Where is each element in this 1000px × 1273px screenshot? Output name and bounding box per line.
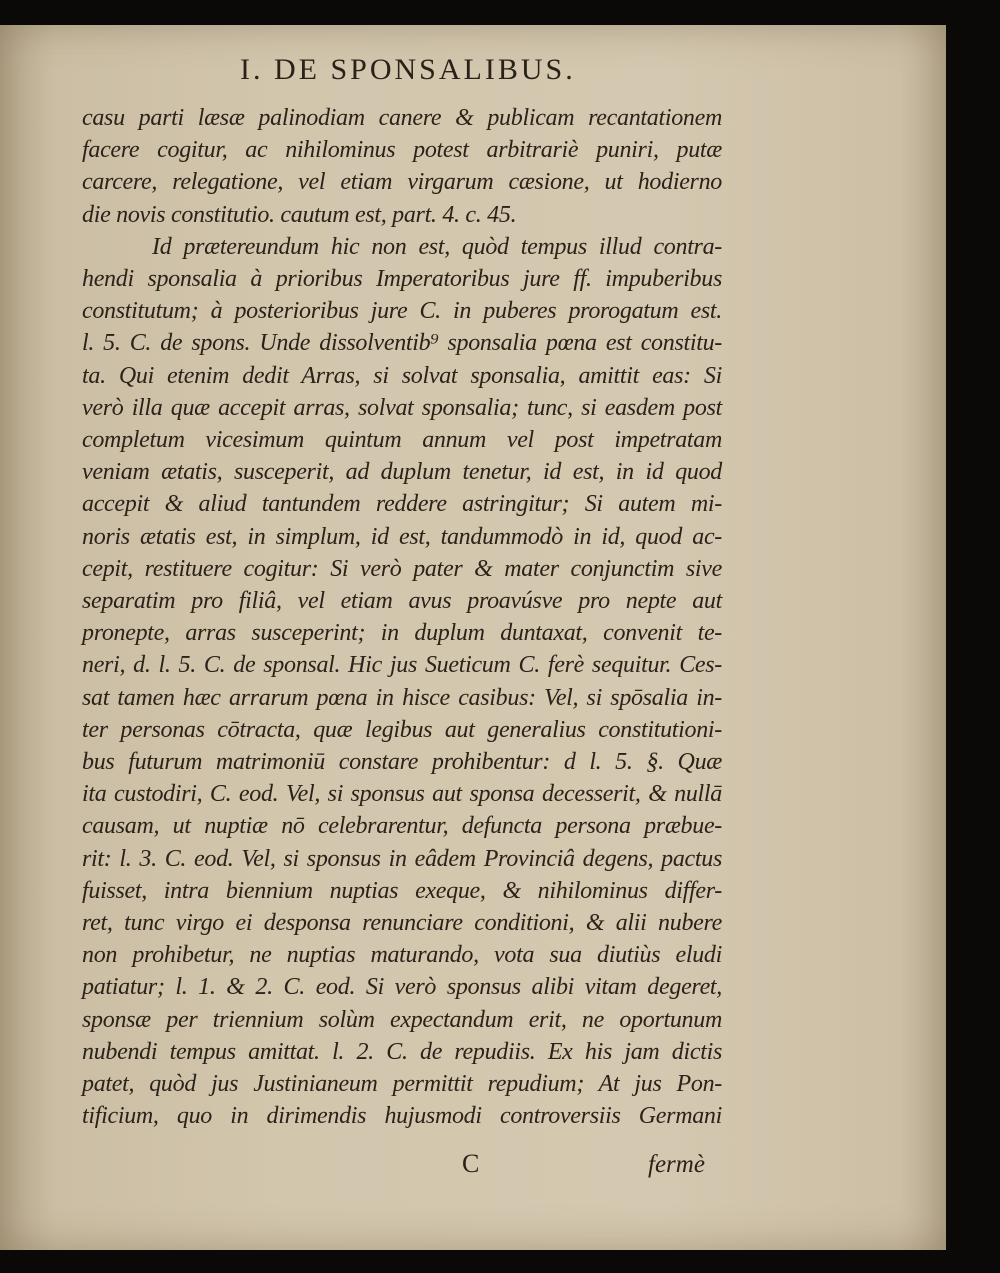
text-line: separatim pro filiâ, vel etiam avus proavúsve pro nepte aut — [82, 588, 722, 614]
text-line: accepit & aliud tantundem reddere astringitur; Si autem mi- — [82, 491, 722, 518]
text-line: pronepte, arras susceperint; in duplum duntaxat, convenit te- — [82, 620, 722, 647]
text-line: causam, ut nuptiæ nō celebrarentur, defuncta persona præbue- — [82, 813, 722, 840]
text-line: ter personas cōtracta, quæ legibus aut generalius constitutioni- — [82, 716, 722, 743]
text-line: carcere, relegatione, vel etiam virgarum cæsione, ut hodierno — [82, 169, 722, 196]
text-line: noris ætatis est, in simplum, id est, tandummodò in id, quod ac- — [82, 523, 722, 550]
text-line: cepit, restituere cogitur: Si verò pater & mater conjunctim sive — [82, 555, 722, 582]
text-line: ret, tunc virgo ei desponsa renunciare conditioni, & alii nubere — [82, 910, 722, 936]
text-line: neri, d. l. 5. C. de sponsal. Hic jus Sueticum C. ferè sequitur. Ces- — [82, 652, 722, 679]
text-line: rit: l. 3. C. eod. Vel, si sponsus in eâdem Provinciâ degens, pactus — [82, 845, 722, 872]
text-line: sat tamen hæc arrarum pœna in hisce casibus: Vel, si spōsalia in- — [82, 684, 722, 711]
book-page — [0, 25, 946, 1250]
running-head: I. DE SPONSALIBUS. — [240, 53, 576, 86]
text-line: patiatur; l. 1. & 2. C. eod. Si verò sponsus alibi vitam degeret, — [82, 974, 722, 1001]
text-line: sponsæ per triennium solùm expectandum erit, ne oportunum — [82, 1006, 722, 1033]
text-line: casu parti læsæ palinodiam canere & publicam recantationem — [82, 105, 722, 131]
text-line: completum vicesimum quintum annum vel post impetratam — [82, 427, 722, 453]
text-line: veniam ætatis, susceperit, ad duplum tenetur, id est, in id quod — [82, 459, 722, 486]
text-line: ita custodiri, C. eod. Vel, si sponsus aut sponsa decesserit, & nullā — [82, 781, 722, 808]
text-line: ta. Qui etenim dedit Arras, si solvat sponsalia, amittit eas: Si — [82, 362, 722, 389]
signature-mark: C — [462, 1149, 480, 1178]
text-line: verò illa quæ accepit arras, solvat sponsalia; tunc, si easdem post — [82, 394, 722, 421]
text-line: Id prætereundum hic non est, quòd tempus illud contra- — [152, 233, 722, 260]
text-line: facere cogitur, ac nihilominus potest arbitrariè puniri, putæ — [82, 137, 722, 164]
text-line: die novis constitutio. cautum est, part. 4. c. 45. — [82, 201, 517, 228]
text-line: non prohibetur, ne nuptias maturando, vota sua diutiùs eludi — [82, 942, 722, 969]
text-line: tificium, quo in dirimendis hujusmodi controversiis Germani — [82, 1103, 722, 1130]
text-line: constitutum; à posterioribus jure C. in puberes prorogatum est. — [82, 298, 722, 325]
text-line: l. 5. C. de spons. Unde dissolventib⁹ sponsalia pœna est constitu- — [82, 330, 722, 357]
text-line: nubendi tempus amittat. l. 2. C. de repudiis. Ex his jam dictis — [82, 1038, 722, 1065]
text-line: patet, quòd jus Justinianeum permittit repudium; At jus Pon- — [82, 1071, 722, 1097]
catchword: fermè — [648, 1151, 705, 1178]
text-line: hendi sponsalia à prioribus Imperatoribus jure ff. impuberibus — [82, 266, 722, 292]
text-line: bus futurum matrimoniū constare prohibentur: d l. 5. §. Quæ — [82, 749, 722, 775]
text-line: fuisset, intra biennium nuptias exeque, & nihilominus differ- — [82, 877, 722, 904]
